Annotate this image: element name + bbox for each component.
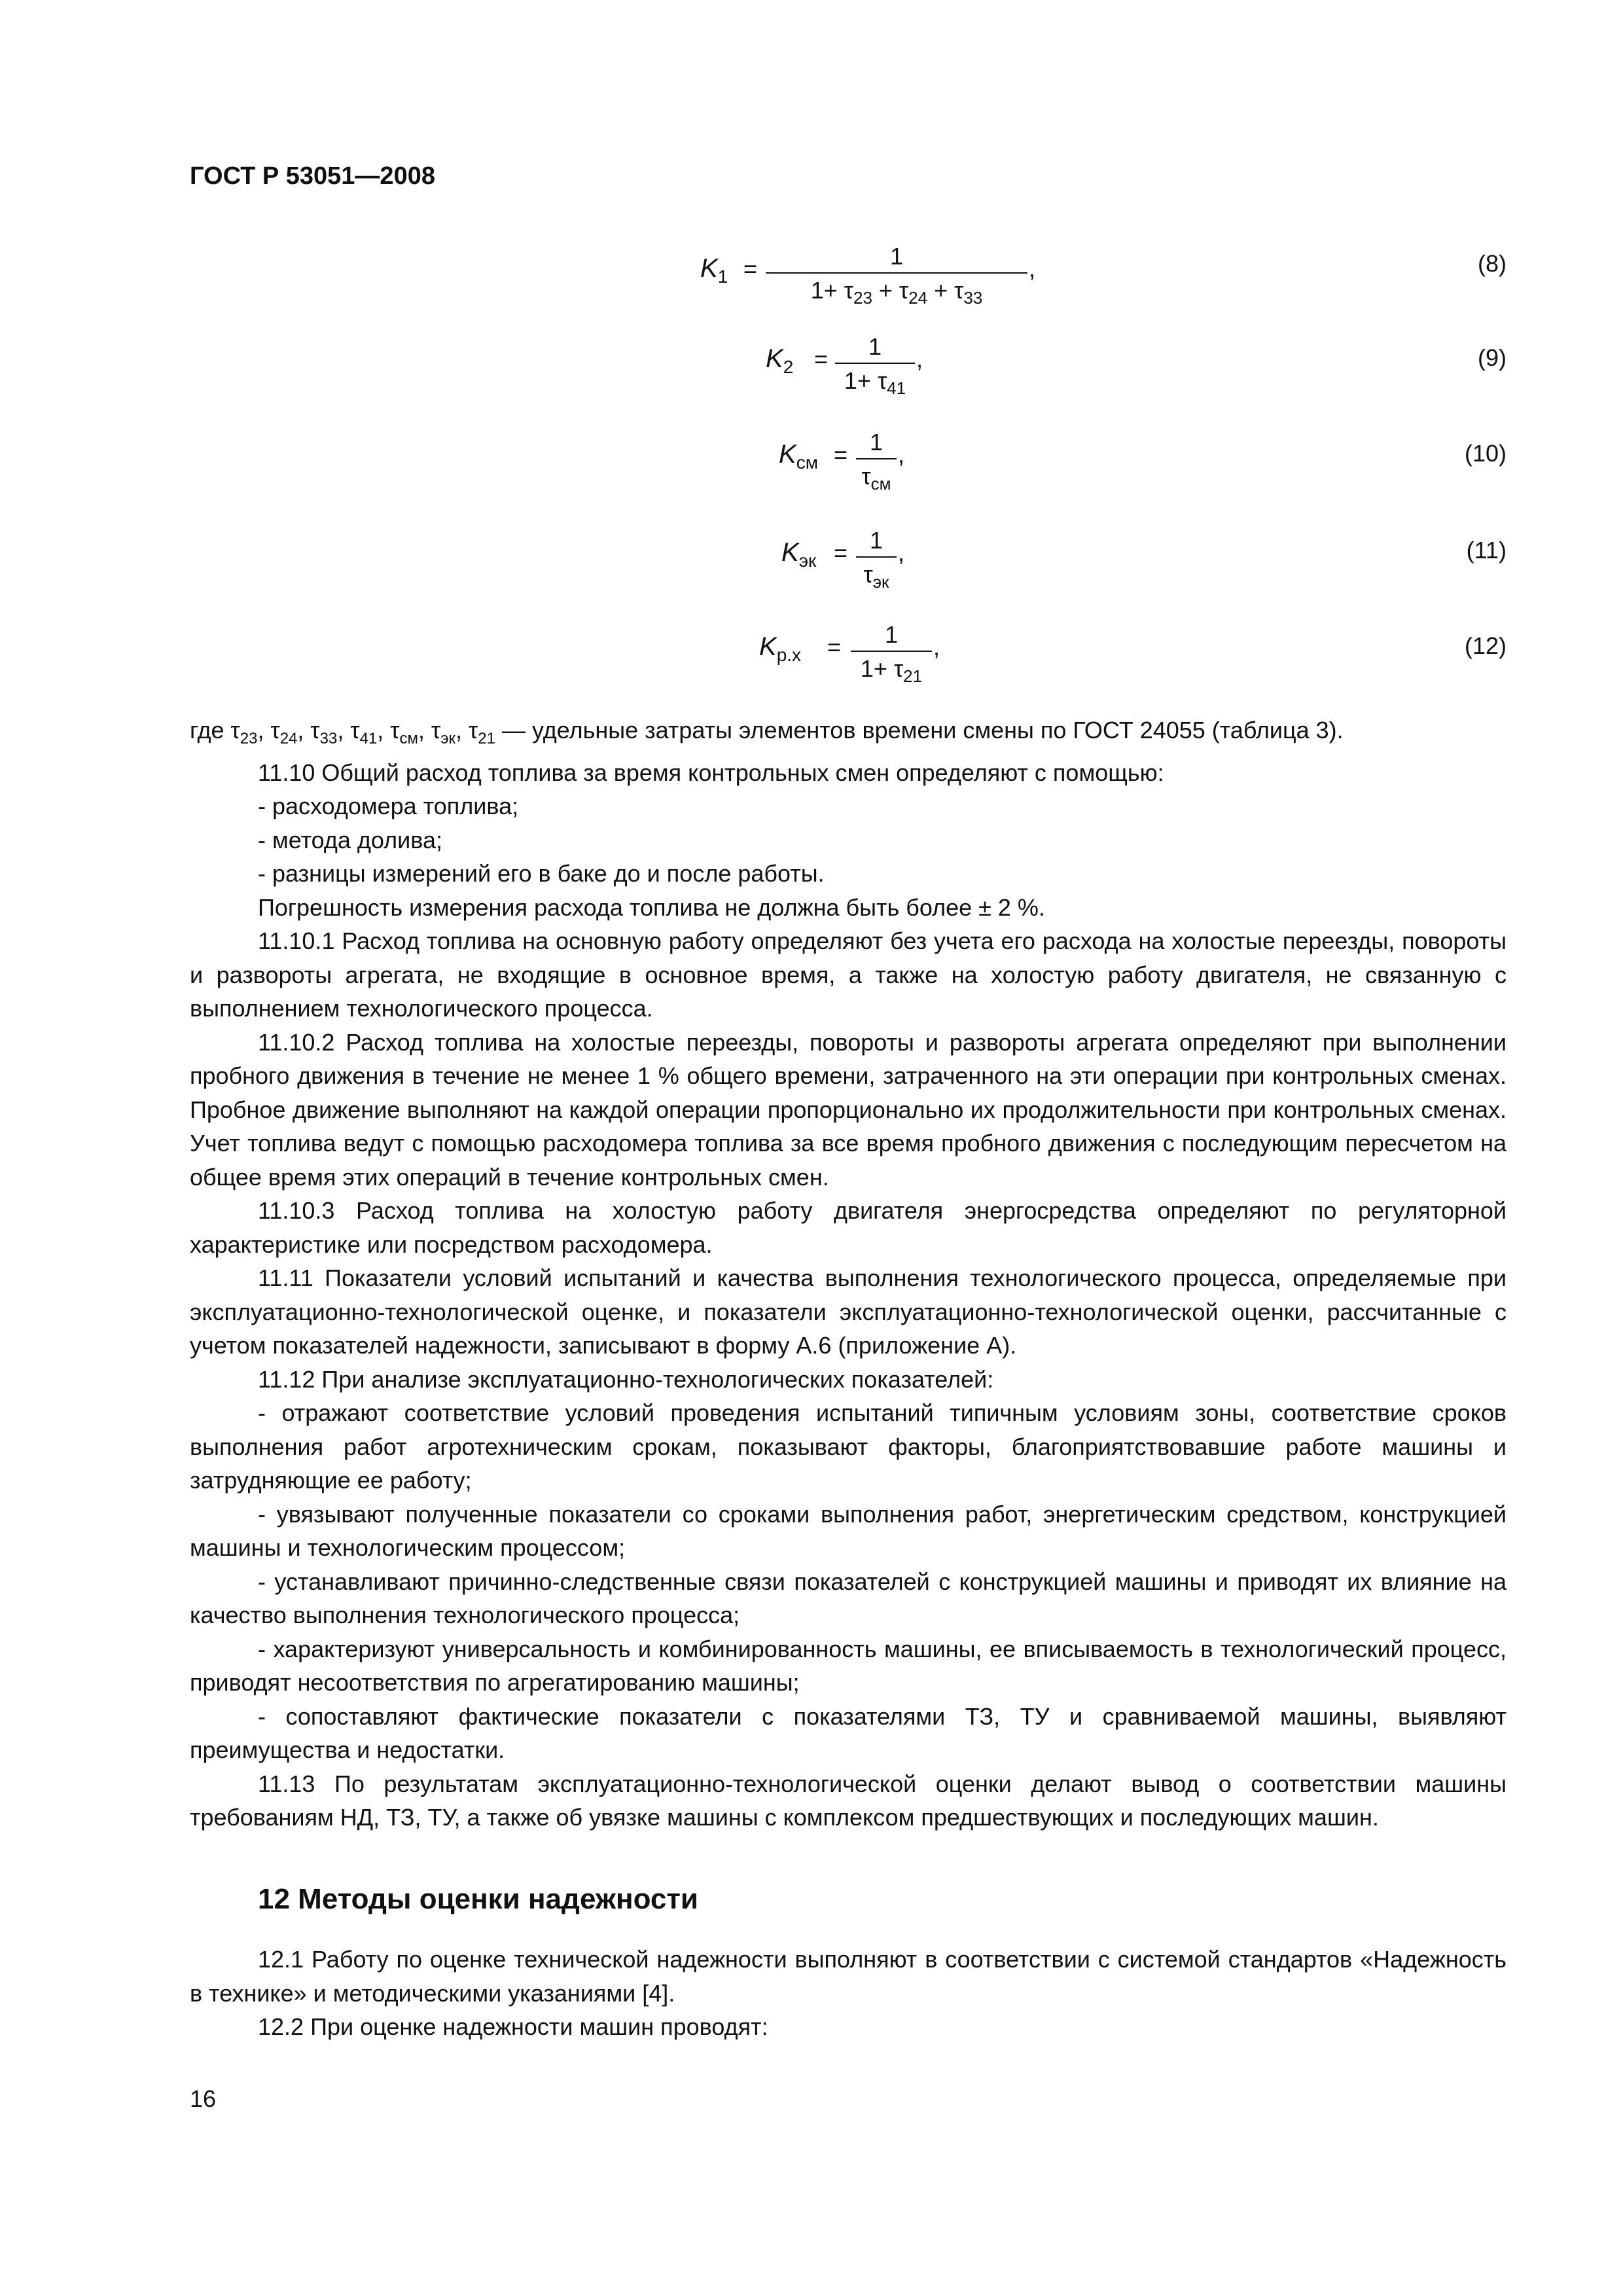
paragraph: 11.10 Общий расход топлива за время контрольных смен определяют с помощью:: [258, 759, 1164, 786]
formula-11: [781, 528, 1174, 606]
section-body-text: [190, 1943, 1507, 2044]
page-number: 16: [190, 2085, 217, 2112]
formula-10: [779, 429, 1171, 508]
comma: ,: [933, 634, 940, 660]
list-item: - устанавливают причинно-следственные связи показателей с конструкцией машины и приводят их влияние на качество выполнения технологического процесса;: [190, 1568, 1507, 1629]
denominator: $1+ \tau_{21}$: [860, 655, 923, 687]
equals-sign: =: [814, 346, 829, 372]
list-item: - сопоставляют фактические показатели с показателями ТЗ, ТУ и сравниваемой машины, выявляют преимущества и недостатки.: [190, 1702, 1507, 1764]
comma: ,: [898, 441, 905, 468]
where-line: где $\tau_{23}$, $\tau_{24}$, $\tau_{33}$, $\tau_{41}$, $\tau_{см}$, $\tau_{эк}$, $\tau_{21}$ — удельные затраты элементов времени смены по ГОСТ 24055 (таблица 3).: [190, 717, 1344, 748]
formula-lhs: $K_{см}$: [779, 440, 818, 473]
body-text: [190, 713, 1507, 1835]
numerator: 1: [869, 527, 883, 554]
equation-number-11: (11): [1466, 537, 1507, 564]
fraction: [835, 334, 915, 401]
document-header: ГОСТ Р 53051—2008: [190, 162, 435, 190]
formula-12: [759, 622, 1152, 700]
fraction-bar: [766, 272, 1027, 274]
paragraph: 11.10.3 Расход топлива на холостую работу двигателя энергосредства определяют по регуляторной характеристике или посредством расходомера.: [190, 1197, 1507, 1258]
fraction: [851, 622, 932, 689]
section-heading: 12 Методы оценки надежности: [258, 1883, 698, 1915]
formula-9: [766, 334, 1158, 412]
denominator: $\tau_{см}$: [861, 463, 891, 494]
list-item: - характеризуют универсальность и комбинированность машины, ее вписываемость в технологический процесс, приводят несоответствия по агрегатированию машины;: [190, 1635, 1507, 1696]
comma: ,: [1029, 255, 1036, 282]
fraction: [766, 243, 1027, 311]
list-item: - отражают соответствие условий проведения испытаний типичным условиям зоны, соответствие сроков выполнения работ агротехническим срокам, показывают факторы, благоприятствовавшие работе машины и затрудняющие ее работу;: [190, 1399, 1507, 1494]
list-item: - расходомера топлива;: [258, 793, 519, 820]
fraction-bar: [835, 363, 915, 364]
list-item: - увязывают полученные показатели со сроками выполнения работ, энергетическим средством, конструкцией машины и технологическим процессом;: [190, 1500, 1507, 1562]
equation-number-10: (10): [1464, 440, 1507, 467]
equation-number-9: (9): [1478, 344, 1507, 371]
paragraph: 11.10.1 Расход топлива на основную работу определяют без учета его расхода на холостые переезды, повороты и развороты агрегата, не входящие в основное время, а также на холостую работу двигателя, не связанную с выполнением технологического процесса.: [190, 927, 1507, 1022]
fraction-bar: [856, 458, 897, 459]
list-item: - метода долива;: [258, 826, 443, 853]
equals-sign: =: [827, 634, 842, 660]
fraction-bar: [851, 651, 932, 652]
formula-lhs: $K_{эк}$: [781, 538, 817, 571]
fraction-bar: [856, 556, 897, 558]
paragraph: 12.1 Работу по оценке технической надежности выполняют в соответствии с системой стандартов «Надежность в технике» и методическими указаниями [4].: [190, 1946, 1507, 2007]
list-item: - разницы измерений его в баке до и после работы.: [258, 860, 825, 888]
paragraph: Погрешность измерения расхода топлива не должна быть более ± 2 %.: [258, 893, 1045, 921]
paragraph: 11.12 При анализе эксплуатационно-технологических показателей:: [258, 1365, 994, 1393]
formula-lhs: $K_{р.х}$: [759, 632, 802, 665]
equals-sign: =: [834, 441, 848, 468]
formula-8: [700, 243, 1093, 322]
equals-sign: =: [834, 539, 848, 566]
formula-lhs: $K_2$: [766, 344, 794, 377]
paragraph: 11.11 Показатели условий испытаний и качества выполнения технологического процесса, определяемые при эксплуатационно-технологической оценке, и показатели эксплуатационно-технологической оценки, рассчитанные с учетом показателей надежности, записывают в форму А.6 (приложение А).: [190, 1265, 1507, 1359]
formula-lhs: $K_1$: [700, 254, 728, 287]
numerator: 1: [869, 429, 883, 456]
numerator: 1: [884, 621, 899, 648]
fraction: [856, 429, 897, 497]
equation-number-12: (12): [1464, 632, 1507, 659]
paragraph: 12.2 При оценке надежности машин проводят:: [258, 2013, 768, 2040]
comma: ,: [898, 539, 905, 566]
denominator: $1+ \tau_{41}$: [844, 367, 906, 399]
paragraph: 11.10.2 Расход топлива на холостые переезды, повороты и развороты агрегата определяют при выполнении пробного движения в течение не менее 1 % общего времени, затраченного на эти операции при контрольных сменах. Пробное движение выполняют на каждой операции пропорционально их продолжительности при контрольных сменах. Учет топлива ведут с помощью расходомера топлива за все время пробного движения с последующим пересчетом на общее время этих операций в течение контрольных смен.: [190, 1028, 1507, 1191]
equation-number-8: (8): [1478, 250, 1507, 277]
numerator: 1: [889, 243, 904, 270]
equals-sign: =: [743, 255, 758, 282]
numerator: 1: [868, 333, 882, 360]
fraction: [856, 528, 897, 595]
denominator: $1+ \tau_{23} + \tau_{24} + \tau_{33}$: [810, 277, 983, 308]
denominator: $\tau_{эк}$: [863, 561, 889, 592]
paragraph: 11.13 По результатам эксплуатационно-технологической оценки делают вывод о соответствии машины требованиям НД, ТЗ, ТУ, а также об увязке машины с комплексом предшествующих и последующих машин.: [190, 1770, 1507, 1831]
comma: ,: [916, 346, 923, 372]
